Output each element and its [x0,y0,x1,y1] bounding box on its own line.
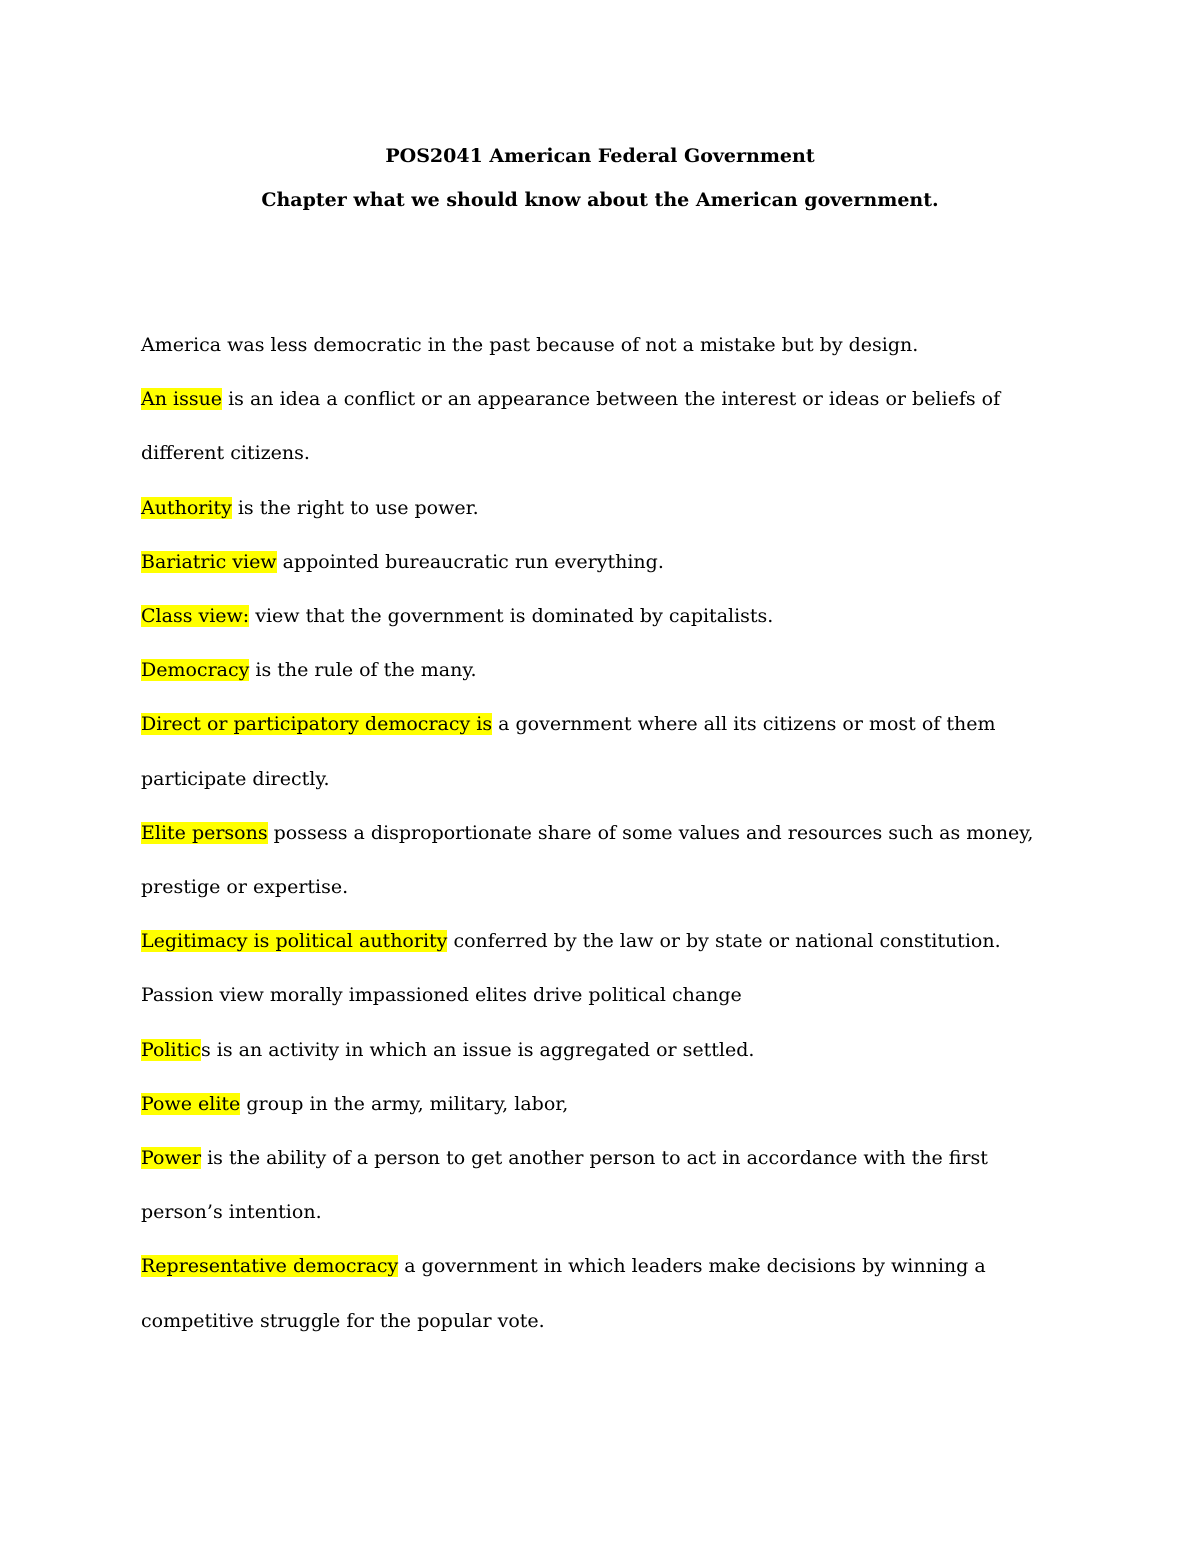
definition-text: s is an activity in which an issue is aggregated or settled. [200,1038,755,1061]
definition-elite-persons [141,806,1071,914]
definition-text: appointed bureaucratic run everything. [276,550,664,573]
definition-text: is an idea a conflict or an appearance between the interest or ideas or beliefs of different citizens. [141,388,1001,465]
definition-representative-democracy [141,1239,1071,1347]
document-title: POS2041 American Federal Government [385,145,815,167]
definition-text: a government where all its citizens or most of them participate directly. [141,713,996,790]
definition-an-issue [141,372,1071,480]
definition-text: is the right to use power. [231,496,479,519]
highlighted-term: Direct or participatory democracy is [141,713,493,736]
definition-power-elite [141,1077,1071,1131]
paragraph-passion-view [141,968,1071,1022]
definition-legitimacy [141,914,1071,968]
paragraph-text: Passion view morally impassioned elites drive political change [141,984,742,1007]
definition-bariatric-view [141,535,1071,589]
highlighted-term: Elite persons [141,821,268,844]
highlighted-term: Power [141,1147,202,1170]
definition-text: group in the army, military, labor, [240,1092,569,1115]
definitions-list [141,318,1071,1348]
highlighted-term: An issue [141,388,223,411]
definition-text: is the ability of a person to get another person to act in accordance with the first person’s intention. [141,1147,988,1224]
highlighted-term: Democracy [141,659,250,682]
definition-direct-democracy [141,697,1071,805]
highlighted-term: Representative democracy [141,1255,399,1278]
document-subtitle: Chapter what we should know about the American government. [261,189,939,211]
definition-text: is the rule of the many. [249,659,477,682]
highlighted-term: Politic [141,1038,201,1061]
highlighted-term: Legitimacy is political authority [141,930,448,953]
definition-text: possess a disproportionate share of some values and resources such as money, prestige or expertise. [141,821,1034,899]
definition-text: view that the government is dominated by capitalists. [249,605,774,628]
highlighted-term: Class view: [141,605,250,628]
definition-text: conferred by the law or by state or national constitution. [447,930,1001,953]
highlighted-term: Authority [141,496,232,519]
paragraph-intro [141,318,1071,372]
highlighted-term: Powe elite [141,1092,241,1115]
definition-text: a government in which leaders make decisions by winning a competitive struggle for the popular vote. [141,1255,986,1332]
paragraph-text: America was less democratic in the past because of not a mistake but by design. [141,334,919,356]
definition-class-view [141,589,1071,643]
definition-politics [141,1023,1071,1077]
definition-democracy [141,643,1071,697]
definition-power [141,1131,1071,1239]
highlighted-term: Bariatric view [141,550,277,573]
definition-authority [141,481,1071,535]
